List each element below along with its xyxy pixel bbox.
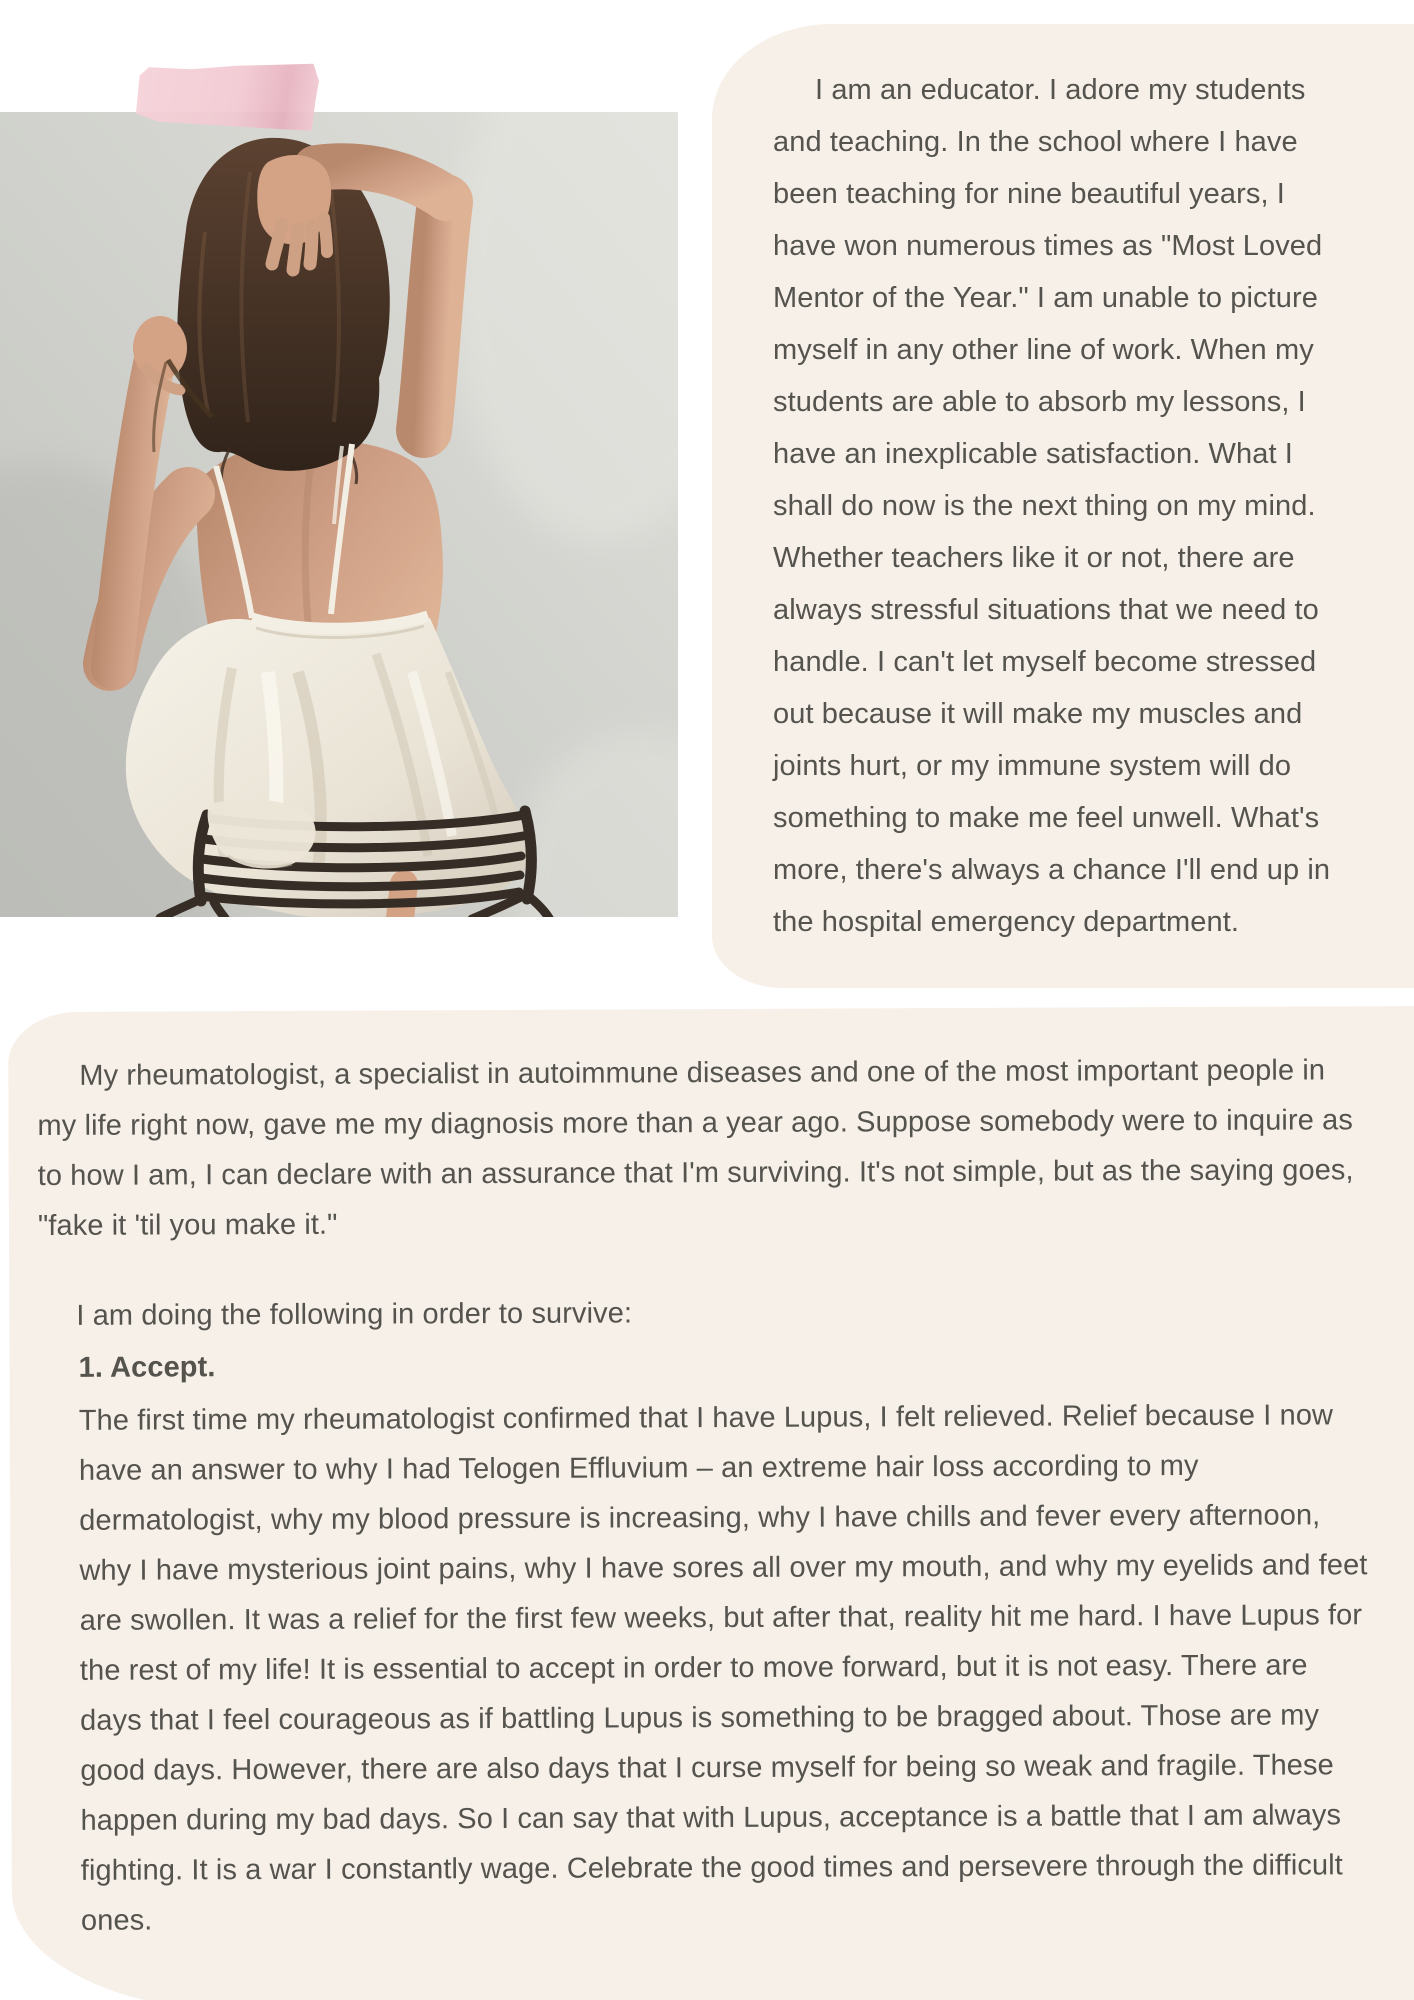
list-item-1-body: The first time my rheumatologist confirmed that I have Lupus, I felt relieved. Relief because I now have an answer to why I had Telogen Effluvium – an extreme hair loss according to my dermatologist, why my blood pressure is increasing, why I have chills and fever every afternoon, why I have mysterious joint pains, why I have sores all over my mouth, and why my eyelids and feet are swollen. It was a relief for the first few weeks, but after that, reality hit me hard. I have Lupus for the rest of my life! It is essential to accept in order to move forward, but it is not easy. There are days that I feel courageous as if battling Lupus is something to be bragged about. Those are my good days. However, there are also days that I curse myself for being so weak and fragile. These happen during my bad days. So I can say that with Lupus, acceptance is a battle that I am always fighting. It is a war I constantly wage. Celebrate the good times and persevere through the difficult ones. [78, 1399, 1368, 1937]
intro-paragraph: I am an educator. I adore my students and teaching. In the school where I have been teaching for nine beautiful years, I have won numerous times as "Most Loved Mentor of the Year." I am unable to picture myself in any other line of work. When my students are able to absorb my lessons, I have an inexplicable satisfaction. What I shall do now is the next thing on my mind. Whether teachers like it or not, there are always stressful situations that we need to handle. I can't let myself become stressed out because it will make my muscles and joints hurt, or my immune system will do something to make me feel unwell. What's more, there's always a chance I'll end up in the hospital emergency department. [773, 74, 1331, 938]
list-item-1-title: 1. Accept. [78, 1351, 216, 1384]
hero-photo [0, 112, 678, 917]
article-lead-in: I am doing the following in order to survive: [76, 1297, 633, 1332]
article-paragraph-rheumatologist: My rheumatologist, a specialist in autoimmune diseases and one of the most important people in my life right now, gave me my diagnosis more than a year ago. Suppose somebody were to inquire as to how I am, I can declare with an assurance that I'm surviving. It's not simple, but as the saying goes, "fake it 'til you make it." [37, 1054, 1354, 1243]
article-panel [8, 1006, 1414, 2000]
intro-panel [712, 24, 1414, 988]
hero-photo-illustration [0, 112, 678, 917]
